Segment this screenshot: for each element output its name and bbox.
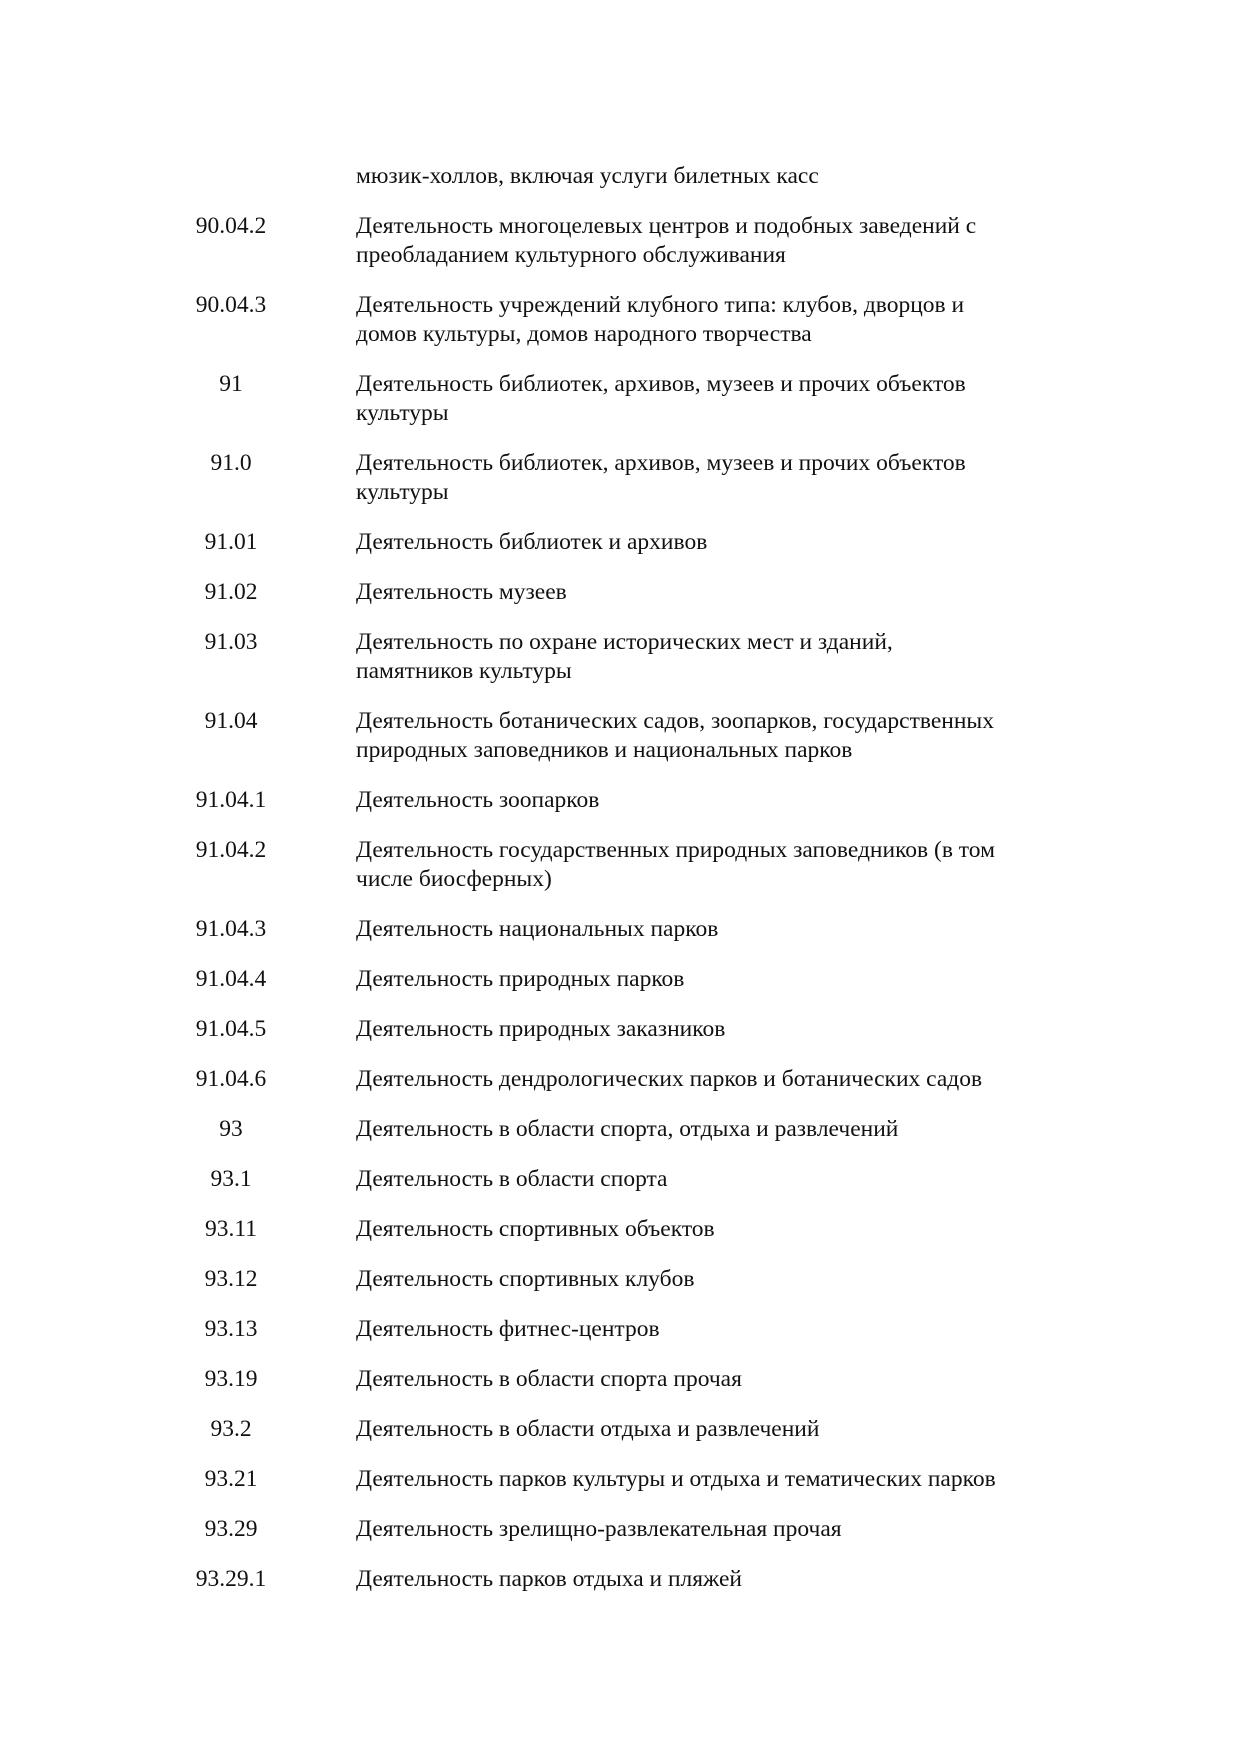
entry-description xyxy=(356,528,707,557)
classification-entry xyxy=(0,212,1240,270)
description-line: Деятельность природных заказников xyxy=(356,1016,726,1042)
entry-description xyxy=(356,836,995,894)
description-line: Деятельность парков отдыха и пляжей xyxy=(356,1566,742,1592)
description-line: Деятельность в области спорта xyxy=(356,1166,668,1192)
entry-description xyxy=(356,1415,819,1444)
description-line: Деятельность национальных парков xyxy=(356,916,719,942)
classification-entry xyxy=(0,1515,1240,1544)
entry-code: 91.03 xyxy=(204,629,258,655)
entry-description xyxy=(356,1065,982,1094)
entry-code: 93.21 xyxy=(204,1466,258,1492)
entry-description xyxy=(356,1515,842,1544)
entry-code: 91.01 xyxy=(204,529,258,555)
entry-code: 93.19 xyxy=(204,1366,258,1392)
classification-entry xyxy=(0,1315,1240,1344)
description-line: Деятельность ботанических садов, зоопарков, государственных xyxy=(356,708,994,734)
description-line: числе биосферных) xyxy=(356,866,552,892)
classification-entry xyxy=(0,1115,1240,1144)
description-line: Деятельность многоцелевых центров и подобных заведений с xyxy=(356,213,977,239)
description-line: культуры xyxy=(356,479,449,505)
entry-code: 93 xyxy=(219,1116,243,1142)
description-line: Деятельность спортивных объектов xyxy=(356,1216,715,1242)
description-line: Деятельность библиотек, архивов, музеев и прочих объектов xyxy=(356,450,966,476)
entry-code: 91.04.6 xyxy=(195,1066,267,1092)
classification-entry xyxy=(0,291,1240,349)
description-line: Деятельность учреждений клубного типа: клубов, дворцов и xyxy=(356,292,965,318)
entry-description xyxy=(356,786,599,815)
classification-entry xyxy=(0,1415,1240,1444)
classification-entry xyxy=(0,1015,1240,1044)
entry-description xyxy=(356,1315,660,1344)
entry-code: 93.29.1 xyxy=(195,1566,267,1592)
description-line: преобладанием культурного обслуживания xyxy=(356,242,786,268)
entry-description xyxy=(356,1115,898,1144)
description-line: Деятельность спортивных клубов xyxy=(356,1266,695,1292)
entry-description xyxy=(356,1165,668,1194)
entry-description xyxy=(356,628,893,686)
classification-entry xyxy=(0,1165,1240,1194)
entry-description xyxy=(356,707,994,765)
description-line: культуры xyxy=(356,400,449,426)
description-line: Деятельность парков культуры и отдыха и тематических парков xyxy=(356,1466,996,1492)
classification-entry xyxy=(0,1065,1240,1094)
entry-description xyxy=(356,1265,694,1294)
entry-code xyxy=(166,162,296,191)
description-line: Деятельность в области спорта, отдыха и развлечений xyxy=(356,1116,899,1142)
entry-code: 91.04.3 xyxy=(195,916,267,942)
description-line: Деятельность фитнес-центров xyxy=(356,1316,660,1342)
entry-code: 91.04.5 xyxy=(195,1016,267,1042)
entry-description xyxy=(356,162,819,191)
classification-entry xyxy=(0,1215,1240,1244)
description-line: Деятельность музеев xyxy=(356,579,567,605)
entry-code: 91.04.2 xyxy=(195,837,267,863)
entry-description xyxy=(356,1365,742,1394)
classification-entry xyxy=(0,1365,1240,1394)
entry-description xyxy=(356,291,964,349)
entry-description xyxy=(356,915,718,944)
entry-code: 91.02 xyxy=(204,579,258,605)
entry-code: 93.29 xyxy=(204,1516,258,1542)
classification-entry xyxy=(0,528,1240,557)
entry-code: 93.2 xyxy=(210,1416,252,1442)
entry-description xyxy=(356,1565,742,1594)
entry-code: 91 xyxy=(219,371,243,397)
entry-description xyxy=(356,1215,715,1244)
description-line: Деятельность в области спорта прочая xyxy=(356,1366,742,1392)
classification-entry xyxy=(0,628,1240,686)
description-line: Деятельность государственных природных заповедников (в том xyxy=(356,837,995,863)
entry-code: 90.04.3 xyxy=(195,292,267,318)
description-line: Деятельность в области отдыха и развлечений xyxy=(356,1416,820,1442)
entry-code: 91.04.4 xyxy=(195,966,267,992)
description-line: Деятельность зрелищно-развлекательная прочая xyxy=(356,1516,842,1542)
description-line: Деятельность библиотек и архивов xyxy=(356,529,708,555)
classification-entry xyxy=(0,707,1240,765)
entry-code: 93.1 xyxy=(210,1166,252,1192)
entry-code: 93.13 xyxy=(204,1316,258,1342)
classification-entry xyxy=(0,1465,1240,1494)
description-line: памятников культуры xyxy=(356,658,572,684)
classification-entry xyxy=(0,1565,1240,1594)
classification-entry xyxy=(0,578,1240,607)
classification-entry xyxy=(0,786,1240,815)
classification-entry xyxy=(0,370,1240,428)
entry-description xyxy=(356,578,567,607)
entry-description xyxy=(356,1465,996,1494)
classification-list xyxy=(0,162,1240,1615)
entry-code: 91.04.1 xyxy=(195,787,267,813)
entry-description xyxy=(356,965,684,994)
classification-entry xyxy=(0,915,1240,944)
classification-entry xyxy=(0,965,1240,994)
classification-entry xyxy=(0,836,1240,894)
description-line: домов культуры, домов народного творчества xyxy=(356,321,812,347)
entry-code: 90.04.2 xyxy=(195,213,267,239)
description-line: природных заповедников и национальных парков xyxy=(356,737,853,763)
entry-description xyxy=(356,1015,725,1044)
entry-code: 91.04 xyxy=(204,708,258,734)
description-line: Деятельность природных парков xyxy=(356,966,685,992)
entry-code: 93.11 xyxy=(204,1216,257,1242)
description-line: Деятельность зоопарков xyxy=(356,787,600,813)
description-line: Деятельность дендрологических парков и ботанических садов xyxy=(356,1066,983,1092)
entry-description xyxy=(356,449,966,507)
description-line: Деятельность по охране исторических мест и зданий, xyxy=(356,629,893,655)
entry-description xyxy=(356,370,966,428)
entry-description xyxy=(356,212,976,270)
description-line: Деятельность библиотек, архивов, музеев и прочих объектов xyxy=(356,371,966,397)
classification-entry xyxy=(0,162,1240,191)
entry-code: 93.12 xyxy=(204,1266,258,1292)
classification-entry xyxy=(0,449,1240,507)
entry-code: 91.0 xyxy=(210,450,252,476)
description-line: мюзик-холлов, включая услуги билетных касс xyxy=(356,163,819,189)
classification-entry xyxy=(0,1265,1240,1294)
